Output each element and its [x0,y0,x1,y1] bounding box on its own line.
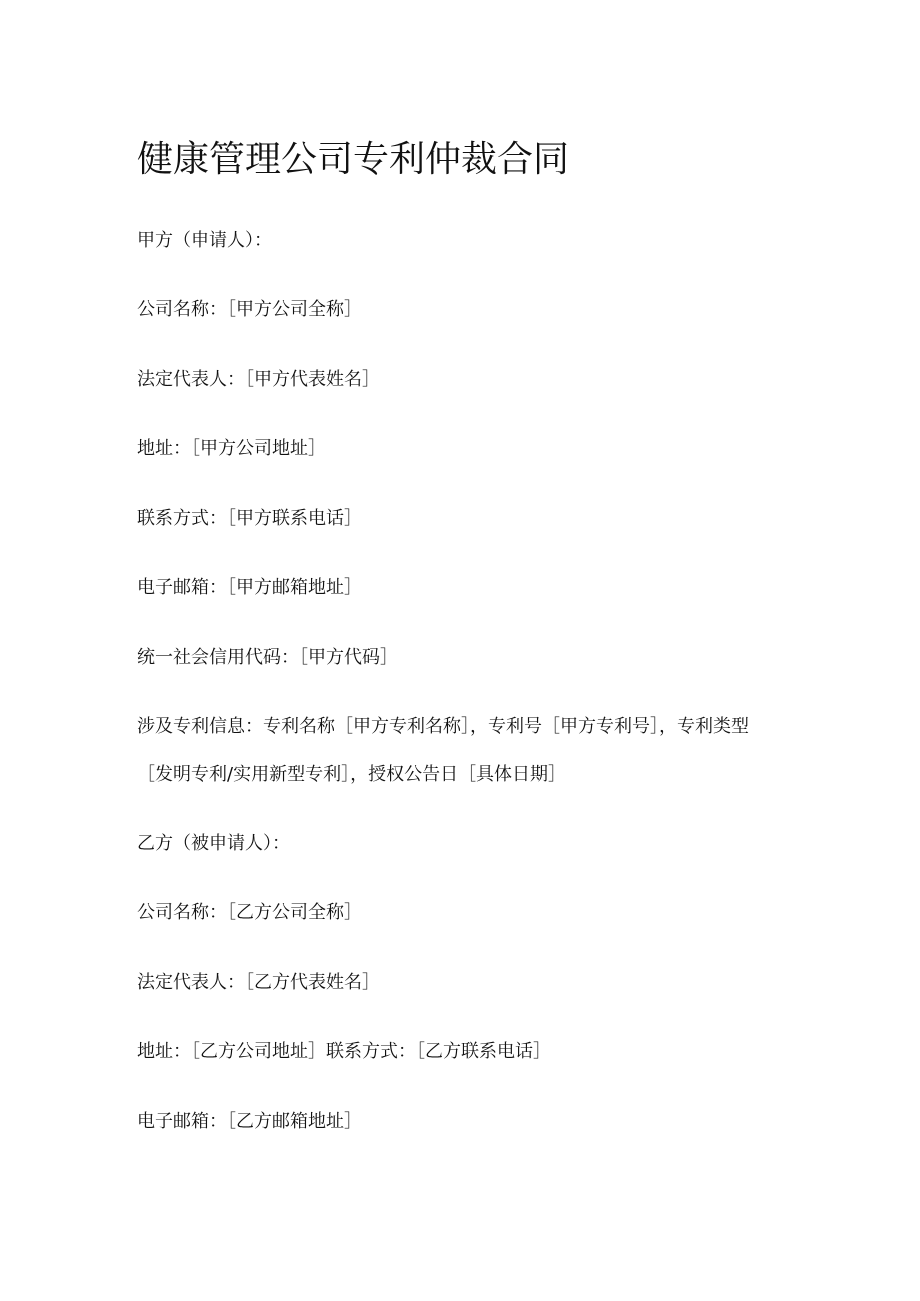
party-a-email: 电子邮箱：［甲方邮箱地址］ [137,577,362,598]
party-a-company: 公司名称：［甲方公司全称］ [137,299,362,320]
party-a-contact: 联系方式：［甲方联系电话］ [137,508,362,529]
party-a-heading: 甲方（申请人）： [137,230,272,251]
party-a-patent-info-line1: 涉及专利信息：专利名称［甲方专利名称］，专利号［甲方专利号］，专利类型 [137,716,749,737]
party-b-address-contact: 地址：［乙方公司地址］联系方式：［乙方联系电话］ [137,1041,551,1062]
party-b-heading: 乙方（被申请人）： [137,833,290,854]
party-b-legal-rep: 法定代表人：［乙方代表姓名］ [137,972,380,993]
party-a-legal-rep: 法定代表人：［甲方代表姓名］ [137,369,380,390]
party-a-address: 地址：［甲方公司地址］ [137,438,326,459]
party-b-email: 电子邮箱：［乙方邮箱地址］ [137,1111,362,1132]
document-title: 健康管理公司专利仲裁合同 [137,139,570,180]
party-a-credit-code: 统一社会信用代码：［甲方代码］ [137,647,398,668]
party-b-company: 公司名称：［乙方公司全称］ [137,902,362,923]
party-a-patent-info-line2: ［发明专利/实用新型专利］，授权公告日［具体日期］ [137,764,567,785]
